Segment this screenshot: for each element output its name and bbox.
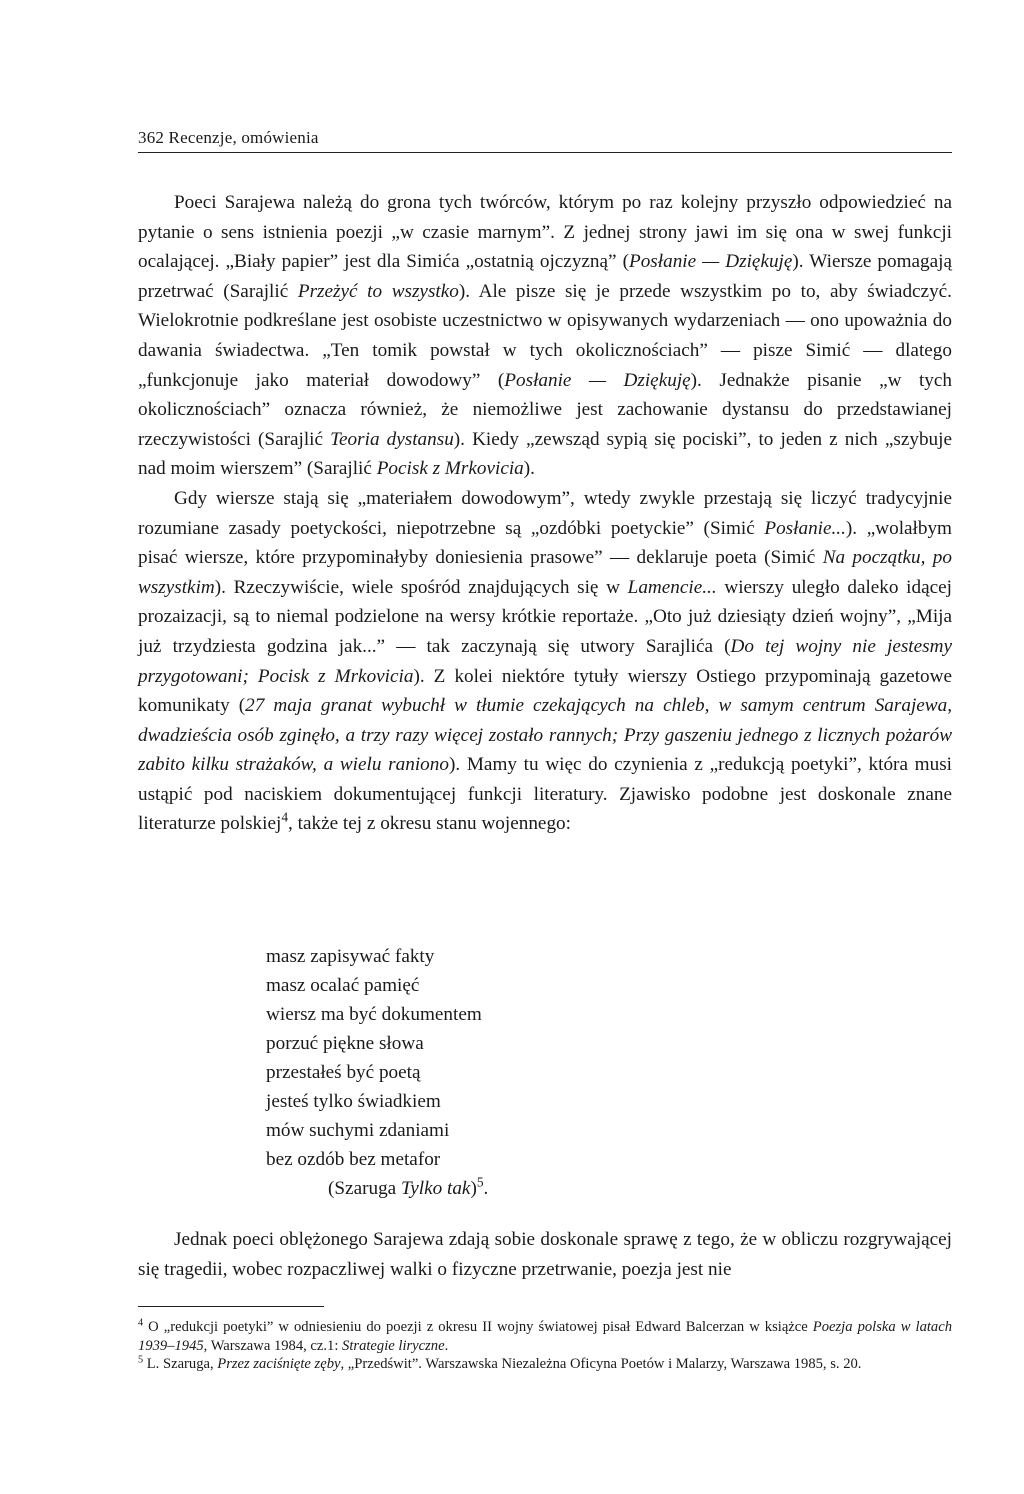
attribution-text: . bbox=[483, 1178, 489, 1199]
poem-line: wiersz ma być dokumentem bbox=[266, 1004, 482, 1025]
footnote-title: Strategie liryczne bbox=[342, 1337, 445, 1354]
p2-title: Posłanie... bbox=[764, 517, 846, 539]
p1-text: ). Ale pisze się je przede wszystkim po to, aby świadczyć. Wielokrotnie podkreślane jest osobiste uczestnictwo w opisywanych wydarzeniach — ono upoważnia do dawania świadectwa. „Ten tomik powstał w tych okolicznościach” — pisze Simić — dlatego „funkcjonuje jako materiał dowodowy” ( bbox=[138, 280, 952, 391]
header-rule bbox=[138, 152, 952, 153]
footnote-ref-5[interactable]: 5 bbox=[476, 1174, 484, 1190]
footnote-text: , Warszawa 1984, cz.1: bbox=[203, 1337, 343, 1354]
footnote-text: L. Szaruga, bbox=[143, 1356, 218, 1373]
footnote-title: Poezja polska w latach 1939–1945 bbox=[138, 1319, 952, 1354]
poem-line: jesteś tylko świadkiem bbox=[266, 1091, 441, 1112]
p2-title: Do tej wojny nie jestesmy przygotowani; Pocisk z Mrkovicia bbox=[138, 635, 952, 687]
footnote-text: . bbox=[444, 1337, 449, 1354]
attribution-title: Tylko tak bbox=[400, 1178, 471, 1199]
p2-text: ). Rzeczywiście, wiele spośród znajdujących się w bbox=[214, 576, 628, 598]
attribution-text: ) bbox=[470, 1178, 477, 1199]
footnote-mark: 5 bbox=[138, 1354, 144, 1366]
footnote-5 bbox=[138, 1355, 952, 1374]
poem-line: porzuć piękne słowa bbox=[266, 1033, 424, 1054]
p2-text: wierszy uległo daleko idącej prozaizacji, są to niemal podzielone na wersy krótkie reportaże. „Oto już dziesiąty dzień wojny”, „Mija już trzydziesta godzina jak...” — tak zaczynają się utwory Sarajlića ( bbox=[138, 576, 952, 657]
p1-title: Przeżyć to wszystko bbox=[297, 280, 459, 302]
poem-quote bbox=[266, 942, 488, 1203]
footnote-rule bbox=[138, 1306, 324, 1307]
p1-title: Teoria dystansu bbox=[330, 428, 454, 450]
poem-attribution bbox=[266, 1174, 488, 1203]
footnotes bbox=[138, 1318, 952, 1374]
footnote-4 bbox=[138, 1318, 952, 1355]
poem-line: masz ocalać pamięć bbox=[266, 975, 420, 996]
continuation-text bbox=[138, 1225, 952, 1285]
paragraph-3: Jednak poeci oblężonego Sarajewa zdają sobie doskonale sprawę z tego, że w obliczu rozgrywającej się tragedii, wobec rozpaczliwej walki o fizyczne przetrwanie, poezja jest nie bbox=[138, 1229, 952, 1280]
p2-text: ). Mamy tu więc do czynienia z „redukcją poetyki”, która musi ustąpić pod naciskiem dokumentującej funkcji literatury. Zjawisko podobne jest doskonale znane literaturze polskiej bbox=[138, 754, 952, 835]
p2-title: Na początku, po wszystkim bbox=[138, 547, 952, 598]
poem-line: bez ozdób bez metafor bbox=[266, 1149, 441, 1170]
running-head: 362 Recenzje, omówienia bbox=[138, 128, 319, 147]
p1-text: ). bbox=[523, 458, 535, 480]
p1-title: Pocisk z Mrkovicia bbox=[376, 458, 524, 480]
p2-text: ). Z kolei niektóre tytuły wierszy Ostiego przypominają gazetowe komunikaty ( bbox=[138, 665, 952, 717]
paragraph-2 bbox=[138, 484, 952, 839]
p1-title: Posłanie — Dziękuję bbox=[504, 369, 691, 391]
paragraph-1 bbox=[138, 188, 952, 484]
footnote-text: , „Przedświt”. Warszawska Niezależna Oficyna Poetów i Malarzy, Warszawa 1985, s. 20. bbox=[340, 1356, 862, 1373]
main-text bbox=[138, 188, 952, 839]
p1-text: Poeci Sarajewa należą do grona tych twórców, którym po raz kolejny przyszło odpowiedzieć na pytanie o sens istnienia poezji „w czasie marnym”. Z jednej strony jawi im się ona w swej funkcji ocalającej. „Biały papier” jest dla Simića „ostatnią ojczyzną” ( bbox=[138, 192, 952, 273]
p2-text: ). „wolałbym pisać wiersze, które przypominałyby doniesienia prasowe” — deklaruje poeta (Simić bbox=[138, 517, 952, 569]
p1-text: ). Jednakże pisanie „w tych okolicznościach” oznacza również, że niemożliwe jest zachowanie dystansu do przedstawianej rzeczywistości (Sarajlić bbox=[138, 369, 952, 450]
p2-title: Lamencie... bbox=[627, 576, 717, 598]
p2-title: 27 maja granat wybuchł w tłumie czekających na chleb, w samym centrum Sarajewa, dwadzieścia osób zginęło, a trzy razy więcej zostało rannych; Przy gaszeniu jednego z licznych pożarów zabito kilku strażaków, a wielu raniono bbox=[138, 695, 952, 776]
footnote-text: O „redukcji poetyki” w odniesieniu do poezji z okresu II wojny światowej pisał Edward Balcerzan w książce bbox=[143, 1319, 813, 1335]
poem-line: masz zapisywać fakty bbox=[266, 946, 435, 967]
p2-text: , także tej z okresu stanu wojennego: bbox=[288, 813, 571, 835]
p2-text: Gdy wiersze stają się „materiałem dowodowym”, wtedy zwykle przestają się liczyć tradycyjnie rozumiane zasady poetyckości, niepotrzebne są „ozdóbki poetyckie” (Simić bbox=[138, 487, 952, 539]
poem-line: mów suchymi zdaniami bbox=[266, 1120, 450, 1141]
p1-title: Posłanie — Dziękuję bbox=[628, 251, 793, 273]
footnote-title: Przez zaciśnięte zęby bbox=[217, 1356, 341, 1373]
footnote-mark: 4 bbox=[138, 1317, 144, 1329]
p1-text: ). Wiersze pomagają przetrwać (Sarajlić bbox=[138, 251, 952, 302]
p1-text: ). Kiedy „zewsząd sypią się pociski”, to jeden z nich „szybuje nad moim wierszem” (Sarajlić bbox=[138, 428, 952, 480]
poem-line: przestałeś być poetą bbox=[266, 1062, 421, 1083]
attribution-text: (Szaruga bbox=[328, 1178, 401, 1199]
footnote-ref-4[interactable]: 4 bbox=[281, 810, 289, 826]
